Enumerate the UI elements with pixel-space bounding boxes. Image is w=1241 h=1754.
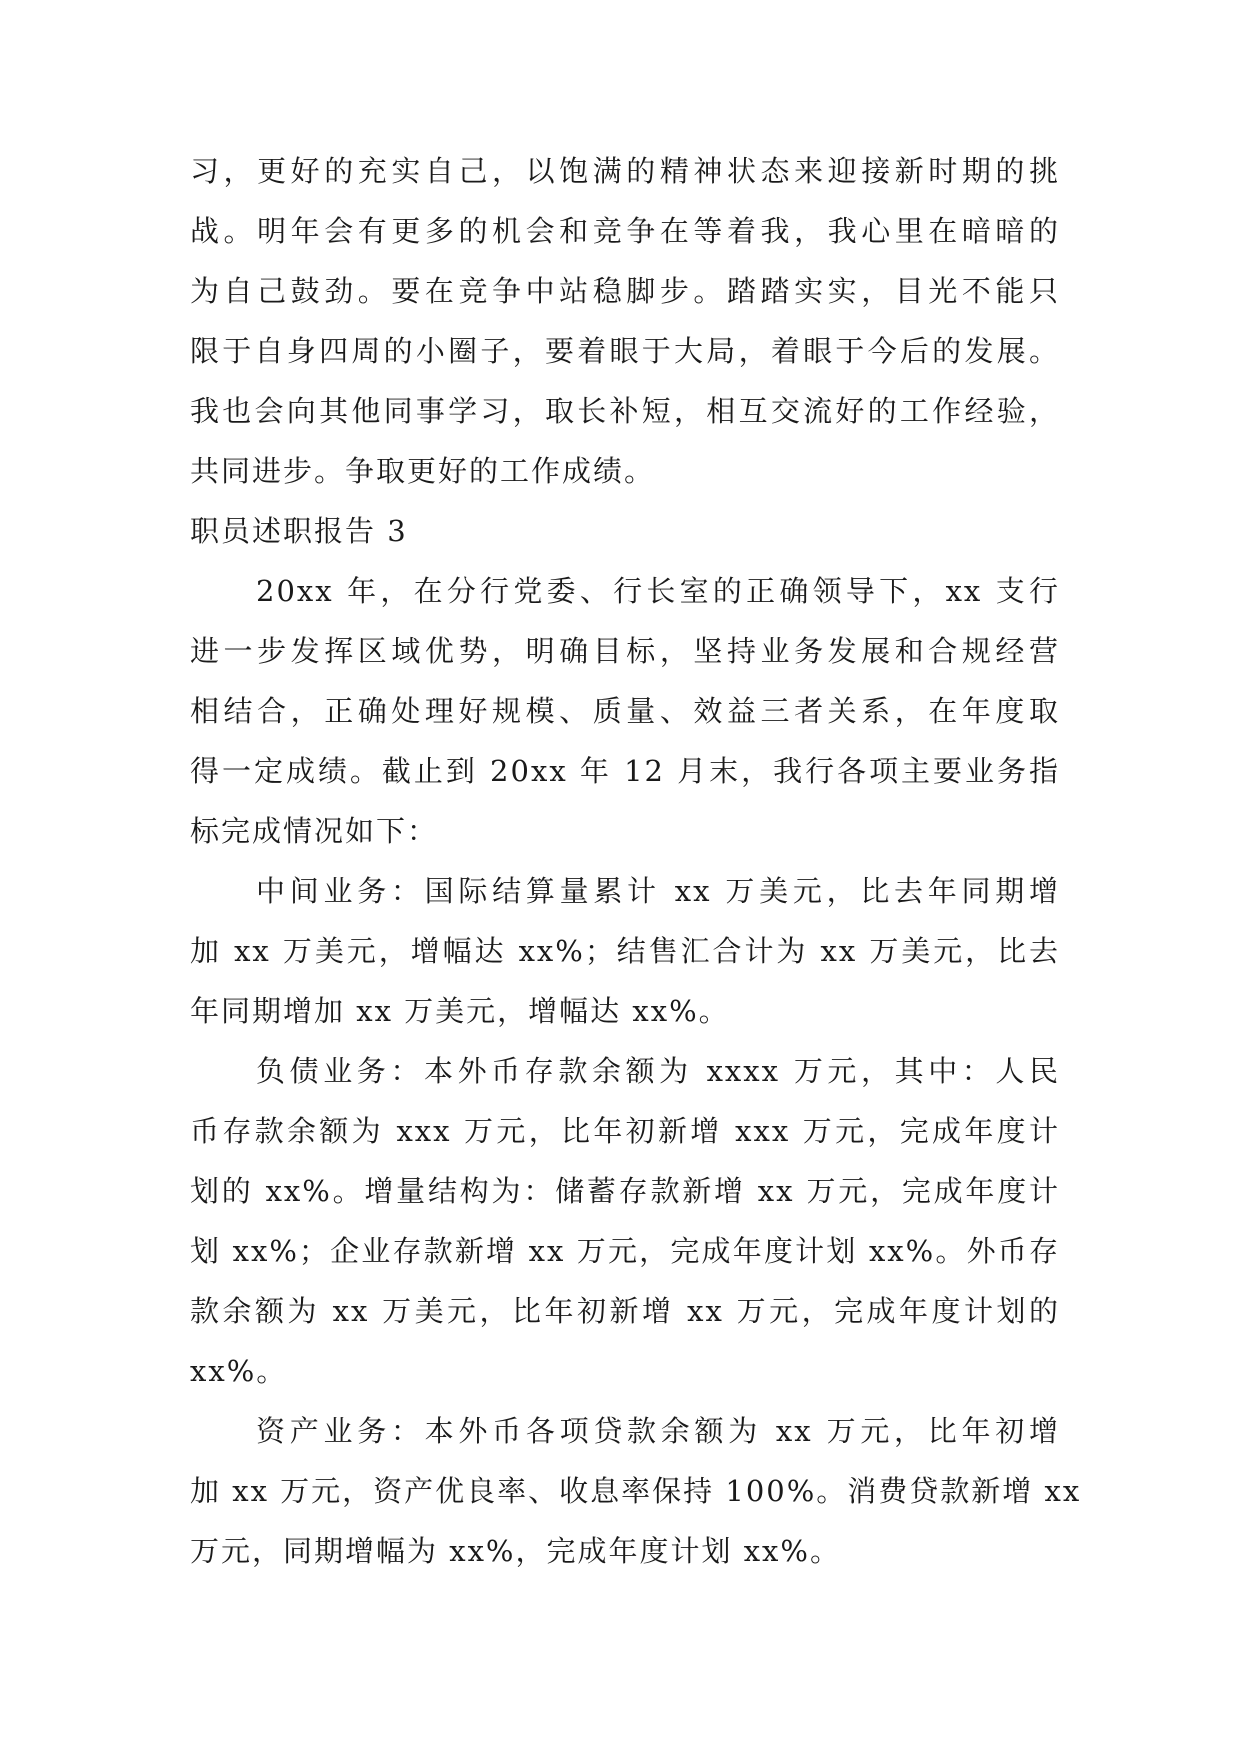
section-heading: 职员述职报告 3 bbox=[190, 514, 408, 548]
paragraph-line: 20xx 年，在分行党委、行长室的正确领导下，xx 支行 bbox=[256, 574, 1060, 608]
paragraph-line: xx%。 bbox=[190, 1354, 288, 1388]
paragraph-line: 加 xx 万元，资产优良率、收息率保持 100%。消费贷款新增 xx bbox=[190, 1474, 1082, 1508]
paragraph-line: 资产业务：本外币各项贷款余额为 xx 万元，比年初增 bbox=[256, 1414, 1060, 1448]
paragraph-line: 划的 xx%。增量结构为：储蓄存款新增 xx 万元，完成年度计 bbox=[190, 1174, 1060, 1208]
paragraph-line: 进一步发挥区域优势，明确目标，坚持业务发展和合规经营 bbox=[190, 634, 1060, 668]
paragraph-line: 币存款余额为 xxx 万元，比年初新增 xxx 万元，完成年度计 bbox=[190, 1114, 1060, 1148]
paragraph-line: 习，更好的充实自己，以饱满的精神状态来迎接新时期的挑 bbox=[190, 154, 1060, 188]
paragraph-line: 共同进步。争取更好的工作成绩。 bbox=[190, 454, 656, 488]
paragraph-line: 加 xx 万美元，增幅达 xx%；结售汇合计为 xx 万美元，比去 bbox=[190, 934, 1060, 968]
paragraph-line: 得一定成绩。截止到 20xx 年 12 月末，我行各项主要业务指 bbox=[190, 754, 1060, 788]
paragraph-line: 标完成情况如下： bbox=[190, 814, 439, 848]
paragraph-line: 年同期增加 xx 万美元，增幅达 xx%。 bbox=[190, 994, 730, 1028]
paragraph-line: 我也会向其他同事学习，取长补短，相互交流好的工作经验， bbox=[190, 394, 1060, 428]
paragraph-line: 万元，同期增幅为 xx%，完成年度计划 xx%。 bbox=[190, 1534, 841, 1568]
paragraph-line: 中间业务：国际结算量累计 xx 万美元，比去年同期增 bbox=[256, 874, 1060, 908]
paragraph-line: 战。明年会有更多的机会和竞争在等着我，我心里在暗暗的 bbox=[190, 214, 1060, 248]
paragraph-line: 相结合，正确处理好规模、质量、效益三者关系，在年度取 bbox=[190, 694, 1060, 728]
paragraph-line: 限于自身四周的小圈子，要着眼于大局，着眼于今后的发展。 bbox=[190, 334, 1060, 368]
paragraph-line: 款余额为 xx 万美元，比年初新增 xx 万元，完成年度计划的 bbox=[190, 1294, 1060, 1328]
paragraph-line: 划 xx%；企业存款新增 xx 万元，完成年度计划 xx%。外币存 bbox=[190, 1234, 1060, 1268]
paragraph-line: 负债业务：本外币存款余额为 xxxx 万元，其中：人民 bbox=[256, 1054, 1060, 1088]
paragraph-line: 为自己鼓劲。要在竞争中站稳脚步。踏踏实实，目光不能只 bbox=[190, 274, 1060, 308]
